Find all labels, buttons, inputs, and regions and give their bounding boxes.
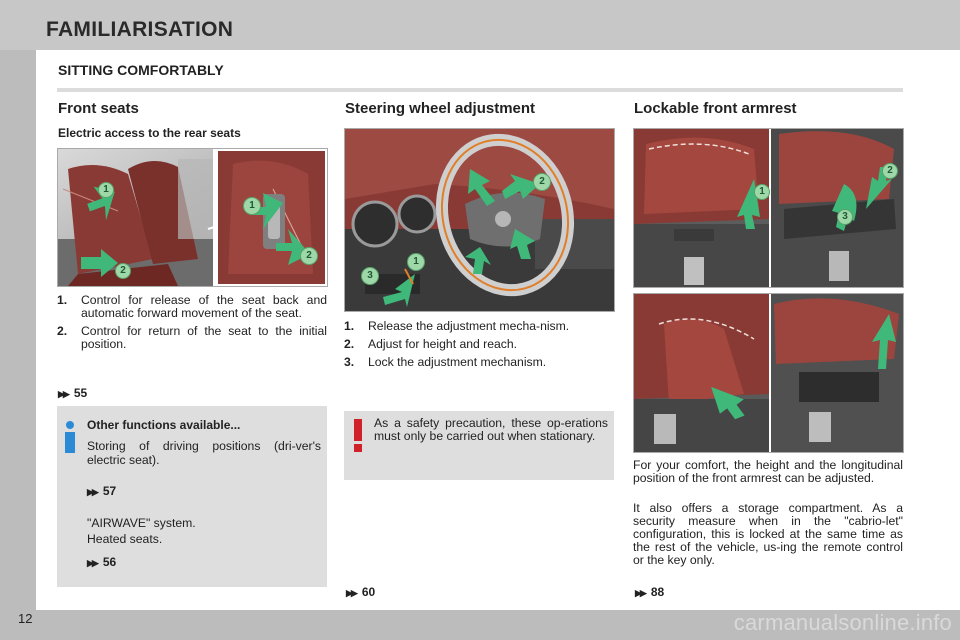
armrest-page-ref[interactable]: ▶▶ 88: [635, 585, 665, 599]
armrest-text-adjust: For your comfort, the height and the longitudinal position of the front armrest can be adjusted.: [633, 458, 903, 485]
rear-access-subtitle: Electric access to the rear seats: [58, 126, 241, 140]
callout-1-detail: 1: [243, 197, 261, 215]
armrest-photo-bottom: [633, 293, 904, 453]
list-item: 1. Release the adjustment mecha-nism.: [344, 319, 570, 333]
front-seats-title: Front seats: [58, 100, 139, 117]
heated-seats-page-ref[interactable]: ▶▶ 56: [87, 555, 117, 569]
steering-title: Steering wheel adjustment: [345, 100, 536, 117]
double-arrow-icon: ▶▶: [87, 558, 97, 568]
front-seats-page-ref[interactable]: ▶▶ 55: [58, 386, 88, 400]
list-item: 2. Adjust for height and reach.: [344, 337, 518, 351]
steering-steps: [344, 320, 614, 374]
section-divider: [57, 88, 903, 92]
watermark: carmanualsonline.info: [733, 610, 952, 635]
steering-wheel-photo: [344, 128, 615, 312]
callout-2-detail: 2: [300, 247, 318, 265]
double-arrow-icon: ▶▶: [87, 487, 97, 497]
info-text-airwave: "AIRWAVE" system.: [87, 516, 196, 530]
info-icon: [62, 420, 78, 454]
callout-2: 2: [882, 163, 898, 179]
double-arrow-icon: ▶▶: [58, 389, 68, 399]
list-item: 2. Control for return of the seat to the initial position.: [57, 324, 327, 351]
info-text-storing: Storing of driving positions (dri-ver's electric seat).: [87, 439, 321, 467]
warning-text: As a safety precaution, these op-erations must only be carried out when stationary.: [374, 416, 608, 443]
callout-2: 2: [115, 263, 131, 279]
front-seat-photo: [57, 148, 328, 287]
info-text-heated: Heated seats.: [87, 532, 163, 546]
callout-2: 2: [533, 173, 551, 191]
warning-box: [344, 411, 614, 480]
list-item: 1. Control for release of the seat back and automatic forward movement of the seat.: [57, 293, 327, 320]
info-heading: Other functions available...: [87, 418, 241, 432]
callout-1: 1: [98, 182, 114, 198]
callout-1: 1: [754, 184, 770, 200]
page-number: 12: [18, 611, 33, 626]
callout-1: 1: [407, 253, 425, 271]
armrest-photo-top: [633, 128, 904, 288]
front-seat-steps: [57, 294, 327, 356]
armrest-title: Lockable front armrest: [634, 100, 797, 117]
list-item: 3. Lock the adjustment mechanism.: [344, 355, 547, 369]
callout-3: 3: [837, 209, 853, 225]
storing-page-ref[interactable]: ▶▶ 57: [87, 484, 117, 498]
chapter-title: FAMILIARISATION: [46, 18, 234, 41]
info-box: [57, 406, 327, 587]
callout-3: 3: [361, 267, 379, 285]
double-arrow-icon: ▶▶: [635, 588, 645, 598]
steering-page-ref[interactable]: ▶▶ 60: [346, 585, 376, 599]
warning-icon: [351, 419, 365, 453]
section-title: SITTING COMFORTABLY: [58, 62, 224, 78]
armrest-text-storage: It also offers a storage compartment. As a security measure when in the "cabrio-let" configuration, this is locked at the same time as the rest of the vehicle, us-ing the remote control or the key only.: [633, 501, 903, 567]
double-arrow-icon: ▶▶: [346, 588, 356, 598]
